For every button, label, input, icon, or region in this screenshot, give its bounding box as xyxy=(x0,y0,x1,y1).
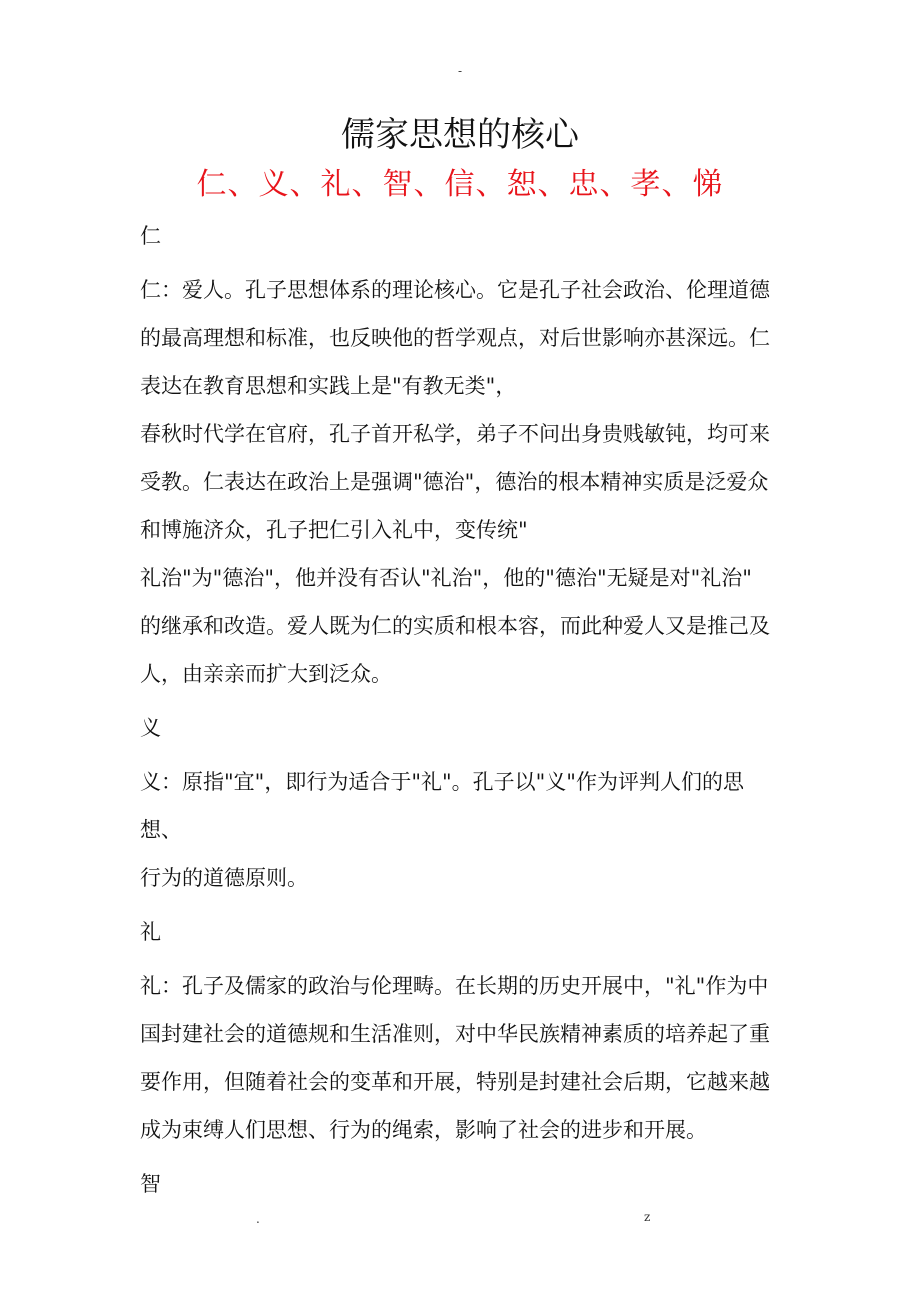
section-heading-yi: 义 xyxy=(140,716,161,740)
section-heading-ren: 仁 xyxy=(140,224,161,248)
text-line: 礼：孔子及儒家的政治与伦理畴。在长期的历史开展中，"礼"作为中 xyxy=(140,974,769,998)
document-body xyxy=(140,212,782,1208)
text-line: 礼治"为"德治"，他并没有否认"礼治"，他的"德治"无疑是对"礼治" xyxy=(140,566,752,590)
text-line: 受教。仁表达在政治上是强调"德治"，德治的根本精神实质是泛爱众 xyxy=(140,470,769,494)
section-body-yi xyxy=(140,758,782,902)
header-mark: - xyxy=(457,64,463,78)
section-body-ren xyxy=(140,266,782,698)
page-subtitle: 仁、义、礼、智、信、恕、忠、孝、悌 xyxy=(196,167,724,202)
footer-right-mark: z xyxy=(644,1210,651,1224)
text-line: 仁：爱人。孔子思想体系的理论核心。它是孔子社会政治、伦理道德 xyxy=(140,278,770,302)
section-heading-zhi: 智 xyxy=(140,1172,161,1196)
footer-left-mark: . xyxy=(256,1212,260,1226)
text-line: 表达在教育思想和实践上是"有教无类"， xyxy=(140,374,517,398)
text-line: 行为的道德原则。 xyxy=(140,866,308,890)
text-line: 要作用，但随着社会的变革和开展，特别是封建社会后期，它越来越 xyxy=(140,1070,770,1094)
text-line: 国封建社会的道德规和生活准则，对中华民族精神素质的培养起了重 xyxy=(140,1022,770,1046)
section-heading-li: 礼 xyxy=(140,920,161,944)
text-line: 的最高理想和标准，也反映他的哲学观点，对后世影响亦甚深远。仁 xyxy=(140,326,770,350)
text-line: 的继承和改造。爱人既为仁的实质和根本容，而此种爱人又是推己及 xyxy=(140,614,770,638)
text-line: 和博施济众，孔子把仁引入礼中，变传统" xyxy=(140,518,528,542)
text-line: 人，由亲亲而扩大到泛众。 xyxy=(140,662,392,686)
section-body-li xyxy=(140,962,782,1154)
text-line: 春秋时代学在官府，孔子首开私学，弟子不问出身贵贱敏钝，均可来 xyxy=(140,422,770,446)
text-line: 成为束缚人们思想、行为的绳索，影响了社会的进步和开展。 xyxy=(140,1118,707,1142)
text-line: 义：原指"宜"，即行为适合于"礼"。孔子以"义"作为评判人们的思想、 xyxy=(140,770,744,842)
page-title: 儒家思想的核心 xyxy=(341,115,579,155)
